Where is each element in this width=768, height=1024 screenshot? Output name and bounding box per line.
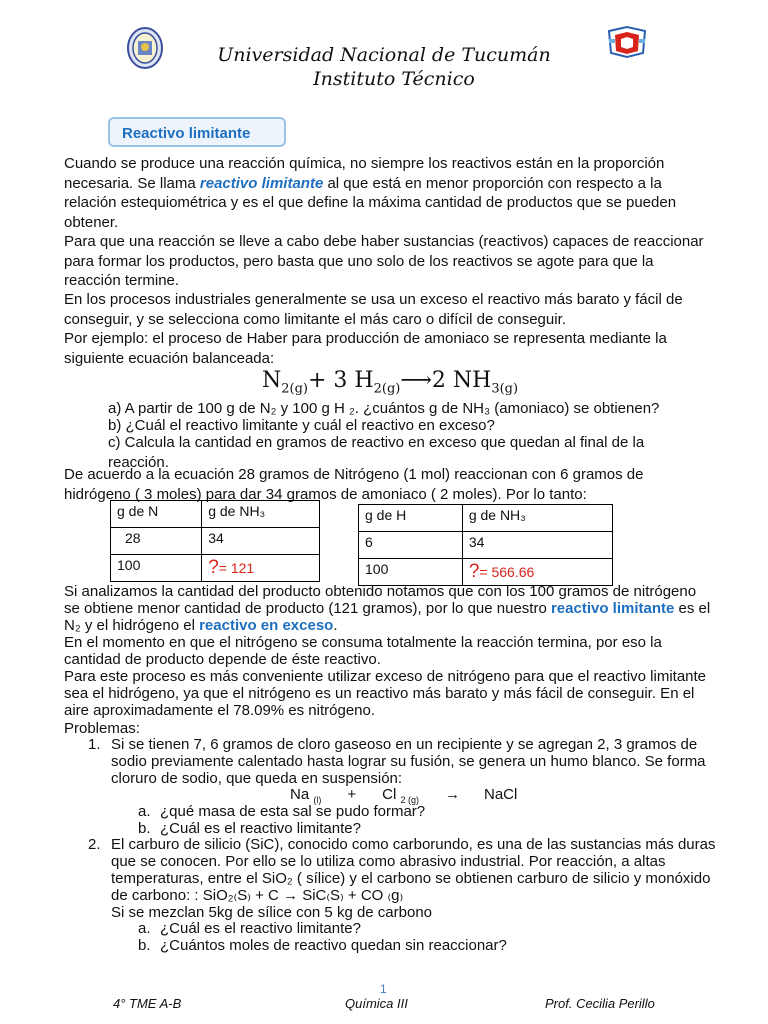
problem-1-question-a: ¿qué masa de esta sal se pudo formar? <box>160 803 426 820</box>
table-cell: 100 <box>111 555 202 582</box>
footer-subject: Química III <box>345 996 408 1011</box>
table-header: g de N <box>111 501 202 528</box>
table-cell: 34 <box>202 528 320 555</box>
problem-2-text: El carburo de silicio (SiC), conocido como carborundo, es una de las sustancias más duras que se conocen. Por ello se lo utiliza como abrasivo industrial. Por reacción, a altas temperaturas, entre el SiO₂ ( sílice) y el carbono se obtienen carburo de silicio y monóxido de carbono: : SiO₂₍S₎ + C → SiC₍S₎ + CO ₍g₎ <box>111 836 716 904</box>
haber-equation: $N_{2(g)}+ 3$ $H_{2(g)}⟶2$ $NH_{3(g)}$ <box>262 368 519 397</box>
table-header: g de NH₃ <box>202 501 320 528</box>
university-seal <box>127 27 163 74</box>
paragraph-analysis: Si analizamos la cantidad del producto obtenido notamos que con los 100 gramos de nitrógeno se obtiene menor cantidad de producto (121 gramos), por lo que nuestro reactivo limitante es el N₂ y el hidrógeno el reactivo en exceso. <box>64 583 711 634</box>
problem-1-number: 1. <box>88 736 101 753</box>
problem-2-question-b: ¿Cuántos moles de reactivo quedan sin reaccionar? <box>160 937 507 954</box>
footer-course: 4° TME A-B <box>113 996 182 1011</box>
problems-label: Problemas: <box>64 720 140 737</box>
problem-1-text: Si se tienen 7, 6 gramos de cloro gaseoso en un recipiente y se agregan 2, 3 gramos de sodio previamente calentado hasta lograr su fusión, se genera un humo blanco. Se forma cloruro de sodio, que queda en suspensión: <box>111 736 706 787</box>
intro-text-2: al que está en menor proporción con respecto a la relación estequiométrica y es el que define la máxima cantidad de productos que se pueden obtener. <box>64 174 677 231</box>
table-header: g de H <box>359 505 463 532</box>
table-cell: 100 <box>359 559 463 586</box>
paragraph-industrial: En los procesos industriales generalmente se usa un exceso el reactivo más barato y fácil de conseguir, y se selecciona como limitante el más caro o difícil de conseguir. <box>64 291 683 328</box>
sub-label: a. <box>138 803 151 820</box>
table-nitrogen <box>110 500 320 582</box>
problem-1-question-b: ¿Cuál es el reactivo limitante? <box>160 820 361 837</box>
section-title: Reactivo limitante <box>122 125 251 142</box>
intro-text-1: Cuando se produce una reacción química, no siempre los reactivos están en la proporción necesaria. Se llama <box>64 155 665 192</box>
paragraph-intro <box>64 154 714 232</box>
sub-label: b. <box>138 820 151 837</box>
problem-2-question-a: ¿Cuál es el reactivo limitante? <box>160 920 361 937</box>
institute-logo <box>607 25 647 64</box>
limiting-reagent-term: reactivo limitante <box>199 174 324 192</box>
header-institute: Instituto Técnico <box>313 68 475 90</box>
footer-teacher: Prof. Cecilia Perillo <box>545 996 655 1011</box>
problem-2-text-2: Si se mezclan 5kg de sílice con 5 kg de carbono <box>111 904 433 921</box>
page-number: 1 <box>380 982 387 996</box>
excess-reagent-term: reactivo en exceso <box>199 617 334 634</box>
sub-label: a. <box>138 920 151 937</box>
table-cell: ?= 121 <box>202 555 320 582</box>
question-a: a) A partir de 100 g de N₂ y 100 g H ₂. ¿cuántos g de NH₃ (amoniaco) se obtienen? <box>108 400 660 417</box>
paragraph-reaction: Para que una reacción se lleve a cabo debe haber sustancias (reactivos) capaces de reaccionar para formar los productos, pero basta que uno solo de los reactivos se agote para que la reacción termine. <box>64 233 704 289</box>
section-title-box <box>108 117 286 147</box>
sub-label: b. <box>138 937 151 954</box>
paragraph-conclusion: En el momento en que el nitrógeno se consuma totalmente la reacción termina, por eso la cantidad de producto depende de éste reactivo. <box>64 634 662 668</box>
paragraph-haber: Por ejemplo: el proceso de Haber para producción de amoniaco se representa mediante la siguiente ecuación balanceada: <box>64 330 667 367</box>
table-cell: 6 <box>359 532 463 559</box>
header-university: Universidad Nacional de Tucumán <box>217 44 551 66</box>
table-cell: 34 <box>462 532 612 559</box>
table-cell: 28 <box>111 528 202 555</box>
table-cell: ?= 566.66 <box>462 559 612 586</box>
paragraph-stoichiometry: De acuerdo a la ecuación 28 gramos de Nitrógeno (1 mol) reaccionan con 6 gramos de hidrógeno ( 3 moles) para dar 34 gramos de amoniaco ( 2 moles). Por lo tanto: <box>64 466 644 503</box>
table-header: g de NH₃ <box>462 505 612 532</box>
question-c: c) Calcula la cantidad en gramos de reactivo en exceso que quedan al final de la reacción. <box>108 434 645 471</box>
table-hydrogen <box>358 504 613 586</box>
problem-1-equation: Na $_{(l)}$ + Cl $_{2 (g)}$ → NaCl <box>290 786 518 805</box>
problem-2-number: 2. <box>88 836 101 853</box>
paragraph-convenience: Para este proceso es más conveniente utilizar exceso de nitrógeno para que el reactivo limitante sea el hidrógeno, ya que el nitrógeno es un reactivo más barato y más fácil de conseguir. En el aire aproximadamente el 78.09% es nitrógeno. <box>64 668 707 719</box>
question-b: b) ¿Cuál el reactivo limitante y cuál el reactivo en exceso? <box>108 417 495 434</box>
limiting-reagent-term: reactivo limitante <box>550 600 675 617</box>
